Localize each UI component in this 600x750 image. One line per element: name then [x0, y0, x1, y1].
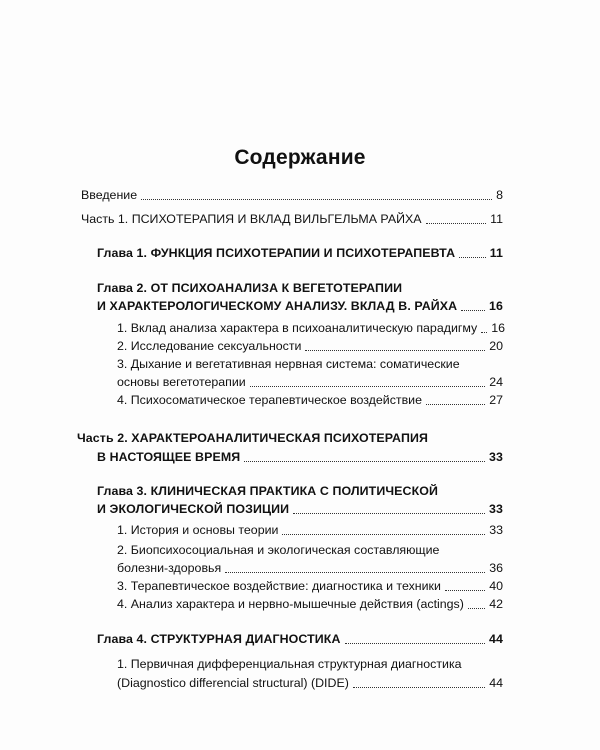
toc-page-number: 11 [490, 212, 503, 226]
toc-page-number: 33 [489, 450, 503, 464]
leader-dots [426, 223, 487, 224]
toc-entry-text: основы вегетотерапии [117, 375, 246, 389]
toc-entry-text: Введение [81, 188, 138, 202]
toc-entry-section-3-2[interactable] [117, 561, 503, 576]
leader-dots [282, 534, 485, 535]
toc-page-number: 20 [489, 339, 503, 353]
toc-page-number: 40 [489, 579, 503, 593]
toc-page-number: 44 [489, 676, 503, 690]
toc-entry-part-2[interactable] [97, 450, 503, 465]
toc-entry-text: 3. Терапевтическое воздействие: диагностика и техники [117, 579, 441, 593]
page-title: Содержание [234, 146, 366, 169]
toc-entry-chapter-3[interactable] [97, 502, 503, 517]
toc-entry-text: 2. Исследование сексуальности [117, 339, 302, 353]
toc-page-number: 33 [489, 523, 503, 537]
leader-dots [305, 350, 485, 351]
toc-page-number: 11 [489, 246, 503, 260]
toc-entry-text: Часть 1. ПСИХОТЕРАПИЯ И ВКЛАД ВИЛЬГЕЛЬМА РАЙХА [81, 212, 422, 226]
toc-entry-chapter-2-line1: Глава 2. ОТ ПСИХОАНАЛИЗА К ВЕГЕТОТЕРАПИИ [97, 281, 403, 295]
toc-entry-section-2-3-line1: 3. Дыхание и вегетативная нервная система: соматические [117, 357, 460, 371]
leader-dots [250, 386, 485, 387]
toc-entry-section-2-4[interactable] [117, 393, 503, 408]
toc-page-number: 44 [489, 632, 503, 646]
toc-entry-section-2-3[interactable] [117, 375, 503, 390]
toc-entry-section-2-2[interactable] [117, 339, 503, 354]
toc-entry-text: 4. Анализ характера и нервно-мышечные действия (actings) [117, 597, 464, 611]
toc-entry-chapter-2[interactable] [97, 299, 503, 314]
toc-entry-part-2-line1: Часть 2. ХАРАКТЕРОАНАЛИТИЧЕСКАЯ ПСИХОТЕРАПИЯ [77, 431, 428, 445]
toc-page-number: 33 [489, 502, 503, 516]
toc-entry-section-3-4[interactable] [117, 597, 503, 612]
toc-entry-text: И ЭКОЛОГИЧЕСКОЙ ПОЗИЦИИ [97, 502, 290, 516]
toc-entry-section-4-1[interactable] [117, 676, 503, 691]
toc-entry-text: (Diagnostico differencial structural) (DIDE) [117, 676, 349, 690]
toc-entry-text: Глава 1. ФУНКЦИЯ ПСИХОТЕРАПИИ И ПСИХОТЕРАПЕВТА [97, 246, 456, 260]
toc-entry-section-3-3[interactable] [117, 579, 503, 594]
leader-dots [293, 513, 485, 514]
toc-entry-section-4-1-line1: 1. Первичная дифференциальная структурная диагностика [117, 657, 462, 671]
toc-page-number: 42 [489, 597, 503, 611]
toc-entry-text: Глава 4. СТРУКТУРНАЯ ДИАГНОСТИКА [97, 632, 341, 646]
toc-page-number: 27 [489, 393, 503, 407]
toc-entry-section-2-1[interactable] [117, 321, 506, 336]
leader-dots [353, 687, 485, 688]
toc-entry-part-1[interactable] [81, 212, 503, 227]
toc-entry-section-3-2-line1: 2. Биопсихосоциальная и экологическая составляющие [117, 543, 440, 557]
toc-entry-text: 1. История и основы теории [117, 523, 279, 537]
toc-page-number: 16 [489, 299, 503, 313]
toc-page-number: 16 [491, 321, 506, 335]
toc-page-number: 8 [496, 188, 503, 202]
toc-entry-chapter-3-line1: Глава 3. КЛИНИЧЕСКАЯ ПРАКТИКА С ПОЛИТИЧЕСКОЙ [97, 484, 438, 498]
leader-dots [426, 404, 485, 405]
leader-dots [141, 199, 492, 200]
toc-entry-text: болезни-здоровья [117, 561, 222, 575]
leader-dots [459, 257, 486, 258]
toc-entry-text: 1. Вклад анализа характера в психоаналитическую парадигму [117, 321, 478, 335]
toc-entry-text: И ХАРАКТЕРОЛОГИЧЕСКОМУ АНАЛИЗУ. ВКЛАД В. РАЙХА [97, 299, 458, 313]
toc-entry-chapter-1[interactable] [97, 246, 503, 261]
leader-dots [468, 608, 485, 609]
toc-entry-section-3-1[interactable] [117, 523, 503, 538]
toc-page-number: 36 [489, 561, 503, 575]
toc-entry-chapter-4[interactable] [97, 632, 503, 647]
toc-entry-text: 4. Психосоматическое терапевтическое воздействие [117, 393, 422, 407]
toc-page-number: 24 [489, 375, 503, 389]
leader-dots [461, 310, 485, 311]
leader-dots [445, 590, 485, 591]
leader-dots [481, 332, 487, 333]
leader-dots [244, 461, 485, 462]
toc-entry-text: В НАСТОЯЩЕЕ ВРЕМЯ [97, 450, 241, 464]
leader-dots [345, 643, 485, 644]
leader-dots [225, 572, 485, 573]
toc-entry-introduction[interactable] [81, 188, 503, 203]
